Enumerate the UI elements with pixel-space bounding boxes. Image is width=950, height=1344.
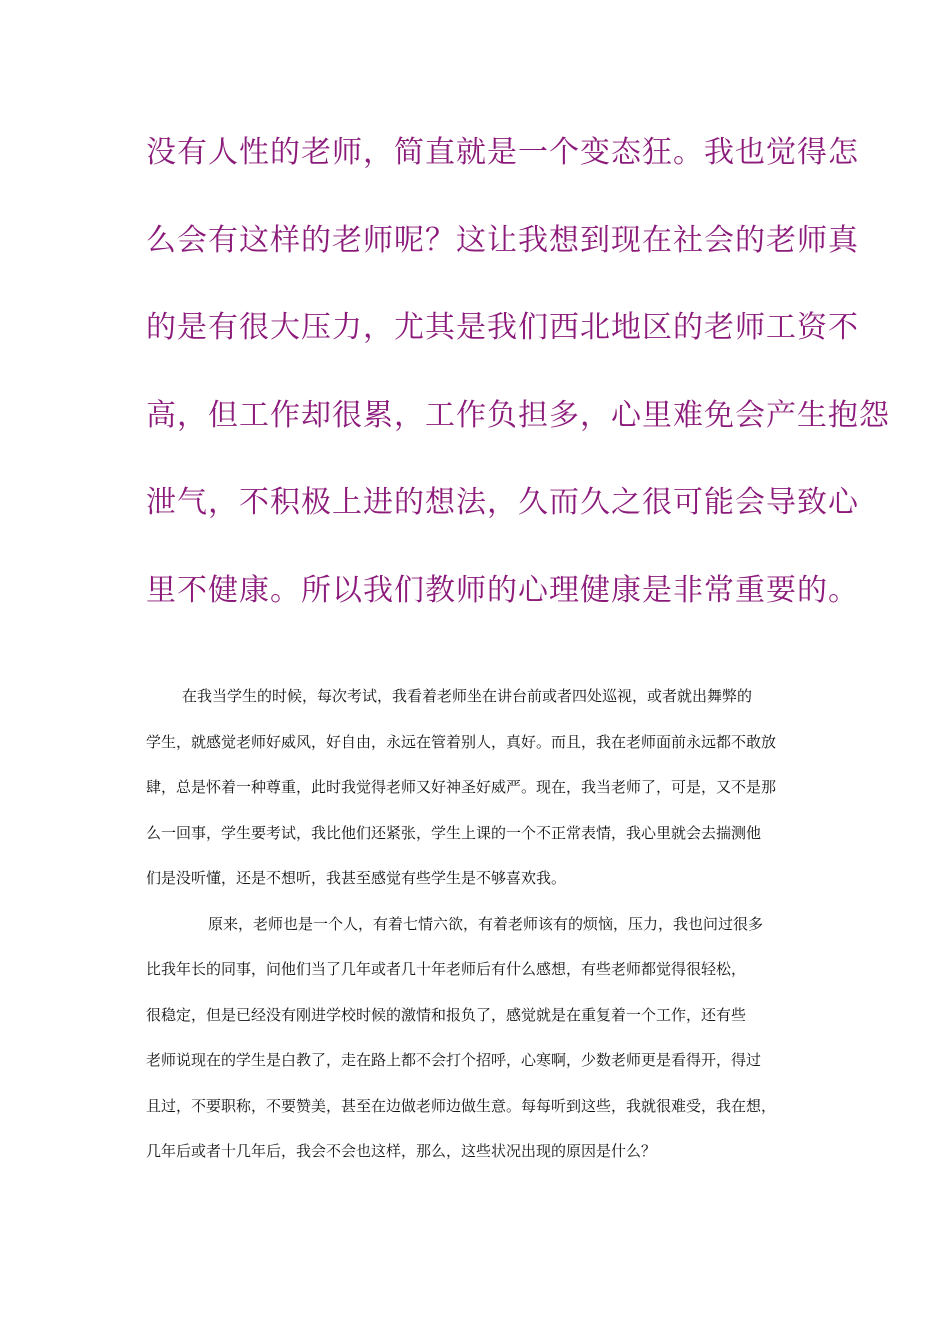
handwritten-paragraph — [146, 128, 890, 653]
paragraph-line: 老师说现在的学生是白教了，走在路上都不会打个招呼，心寒啊，少数老师更是看得开，得过 — [146, 1051, 762, 1069]
paragraph-line: 们是没听懂，还是不想听，我甚至感觉有些学生是不够喜欢我。 — [146, 869, 567, 887]
paragraph-line: 在我当学生的时候，每次考试，我看着老师坐在讲台前或者四处巡视，或者就出舞弊的 — [182, 687, 753, 705]
paragraph-line: 么一回事，学生要考试，我比他们还紧张，学生上课的一个不正常表情，我心里就会去揣测他 — [146, 823, 762, 842]
body-text — [146, 680, 811, 1181]
handwritten-line: 高，但工作却很累，工作负担多，心里难免会产生抱怨 — [146, 397, 890, 433]
handwritten-line: 里不健康。所以我们教师的心理健康是非常重要的。 — [146, 572, 859, 608]
paragraph-line: 且过，不要职称，不要赞美，甚至在边做老师边做生意。每每听到这些，我就很难受，我在想， — [146, 1096, 777, 1115]
handwritten-line: 的是有很大压力，尤其是我们西北地区的老师工资不 — [146, 310, 859, 345]
paragraph-1 — [146, 680, 811, 908]
paragraph-line: 原来，老师也是一个人，有着七情六欲，有着老师该有的烦恼，压力，我也问过很多 — [208, 914, 764, 933]
paragraph-line: 肆，总是怀着一种尊重，此时我觉得老师又好神圣好威严。现在，我当老师了，可是，又不是那 — [146, 778, 777, 796]
paragraph-line: 学生，就感觉老师好威风，好自由，永远在管着别人，真好。而且，我在老师面前永远都不敢放 — [146, 732, 777, 751]
paragraph-line: 几年后或者十几年后，我会不会也这样，那么，这些状况出现的原因是什么？ — [146, 1142, 657, 1160]
handwritten-line: 么会有这样的老师呢？这让我想到现在社会的老师真 — [146, 222, 859, 258]
paragraph-line: 很稳定，但是已经没有刚进学校时候的激情和报负了，感觉就是在重复着一个工作，还有些 — [146, 1005, 747, 1024]
paragraph-2 — [146, 908, 811, 1181]
handwritten-line: 泄气，不积极上进的想法，久而久之很可能会导致心 — [146, 485, 859, 520]
paragraph-line: 比我年长的同事，问他们当了几年或者几十年老师后有什么感想，有些老师都觉得很轻松， — [146, 960, 747, 978]
handwritten-line: 没有人性的老师，简直就是一个变态狂。我也觉得怎 — [146, 135, 859, 170]
